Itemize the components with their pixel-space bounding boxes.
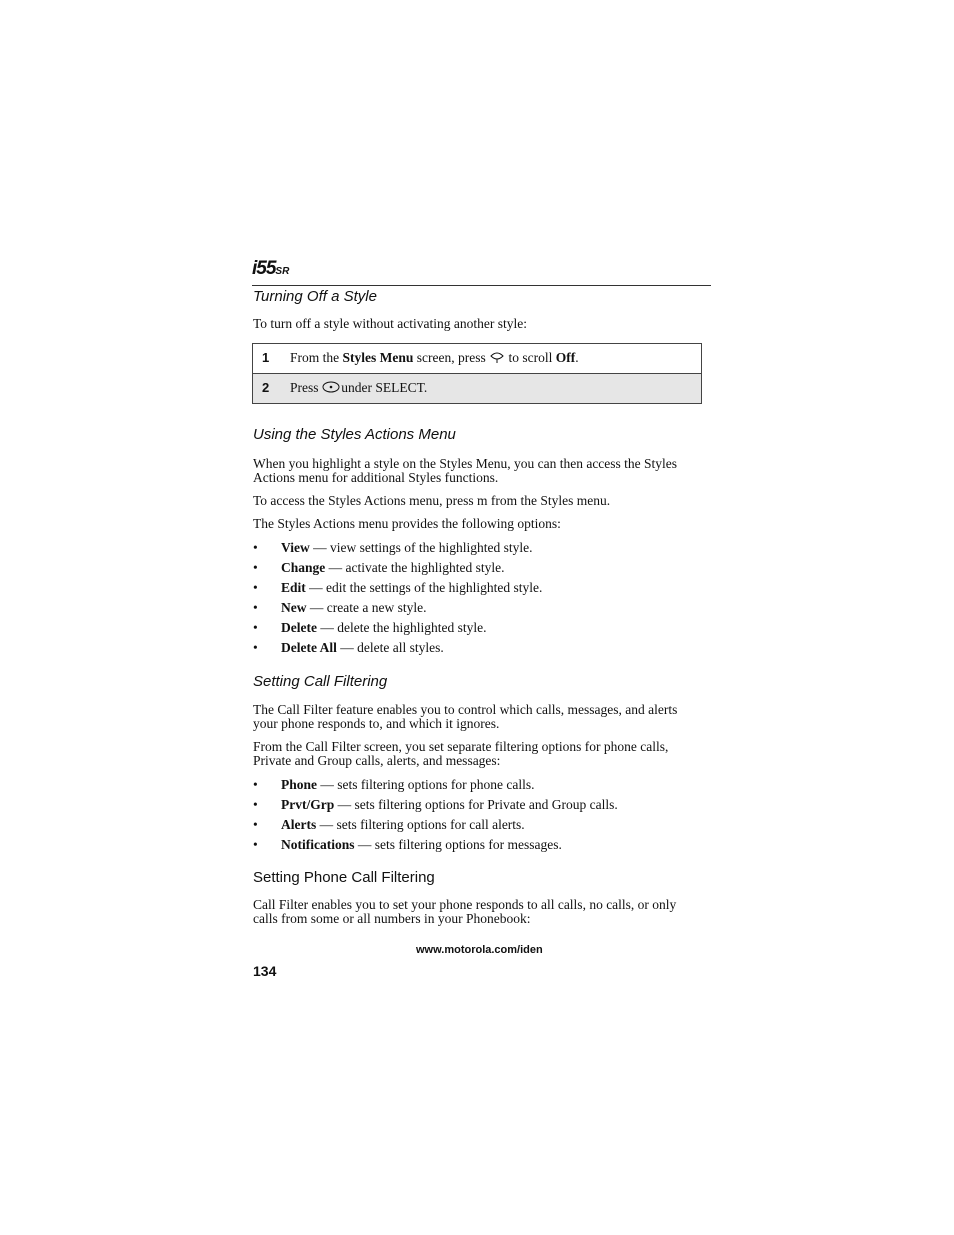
option-term: New bbox=[281, 600, 307, 615]
list-item-text bbox=[281, 580, 542, 596]
bullet: • bbox=[253, 560, 258, 575]
list-item bbox=[253, 837, 703, 857]
option-term: Alerts bbox=[281, 817, 317, 832]
bullet: • bbox=[253, 817, 258, 832]
actions-menu-paragraph-3: The Styles Actions menu provides the following options: bbox=[253, 516, 561, 531]
call-filtering-paragraph-1: The Call Filter feature enables you to control which calls, messages, and alerts your phone responds to, and which it ignores. bbox=[253, 702, 678, 731]
list-item-text bbox=[281, 540, 532, 556]
option-term: View bbox=[281, 540, 310, 555]
logo-sub: SR bbox=[275, 266, 290, 277]
section-title-phone-filtering: Setting Phone Call Filtering bbox=[253, 869, 435, 886]
product-logo bbox=[252, 258, 289, 284]
step-row bbox=[253, 344, 701, 373]
list-item-text bbox=[281, 777, 534, 793]
option-desc: — delete the highlighted style. bbox=[316, 620, 487, 635]
section-title-turning-off: Turning Off a Style bbox=[253, 288, 377, 305]
option-desc: — sets filtering options for messages. bbox=[354, 837, 562, 852]
option-desc: — edit the settings of the highlighted style. bbox=[305, 580, 543, 595]
bullet: • bbox=[253, 797, 258, 812]
option-key-icon bbox=[322, 381, 338, 394]
header-rule bbox=[252, 285, 711, 286]
actions-menu-paragraph-1: When you highlight a style on the Styles Menu, you can then access the Styles Actions menu for additional Styles functions. bbox=[253, 456, 678, 485]
step-text-part: From the bbox=[290, 350, 343, 365]
list-item bbox=[253, 540, 703, 560]
step-text-part: screen, press bbox=[413, 350, 490, 365]
bullet: • bbox=[253, 620, 258, 635]
navigation-key-icon bbox=[489, 351, 505, 364]
option-term: Delete bbox=[281, 620, 317, 635]
bullet: • bbox=[253, 580, 258, 595]
option-desc: — sets filtering options for call alerts. bbox=[316, 817, 525, 832]
list-item bbox=[253, 777, 703, 797]
call-filtering-list bbox=[253, 777, 703, 857]
list-item bbox=[253, 580, 703, 600]
list-item bbox=[253, 817, 703, 837]
page-number: 134 bbox=[253, 963, 277, 979]
list-item bbox=[253, 640, 703, 660]
option-term: Prvt/Grp bbox=[281, 797, 335, 812]
bullet: • bbox=[253, 837, 258, 852]
option-term: Change bbox=[281, 560, 326, 575]
list-item bbox=[253, 797, 703, 817]
footer-url: www.motorola.com/iden bbox=[416, 944, 543, 956]
option-desc: — sets filtering options for Private and Group calls. bbox=[334, 797, 618, 812]
list-item-text bbox=[281, 600, 426, 616]
list-item bbox=[253, 620, 703, 640]
step-text bbox=[290, 350, 579, 366]
step-text-part: under SELECT. bbox=[337, 380, 428, 395]
option-term: Phone bbox=[281, 777, 318, 792]
option-term: Edit bbox=[281, 580, 306, 595]
option-term: Delete All bbox=[281, 640, 337, 655]
step-menu-name: Styles Menu bbox=[342, 350, 414, 365]
option-desc: — activate the highlighted style. bbox=[325, 560, 505, 575]
bullet: • bbox=[253, 640, 258, 655]
option-desc: — delete all styles. bbox=[336, 640, 444, 655]
list-item-text bbox=[281, 837, 562, 853]
list-item bbox=[253, 600, 703, 620]
bullet: • bbox=[253, 600, 258, 615]
phone-filtering-paragraph-1: Call Filter enables you to set your phone responds to all calls, no calls, or only calls from some or all numbers in your Phonebook: bbox=[253, 897, 677, 926]
step-text-part: to scroll bbox=[505, 350, 556, 365]
option-desc: — create a new style. bbox=[306, 600, 427, 615]
option-desc: — sets filtering options for phone calls. bbox=[317, 777, 535, 792]
bullet: • bbox=[253, 777, 258, 792]
step-number: 1 bbox=[262, 350, 270, 365]
option-desc: — view settings of the highlighted style. bbox=[309, 540, 533, 555]
step-number: 2 bbox=[262, 380, 270, 395]
actions-menu-paragraph-2: To access the Styles Actions menu, press m from the Styles menu. bbox=[253, 493, 611, 508]
step-text-part: . bbox=[575, 350, 579, 365]
list-item-text bbox=[281, 620, 486, 636]
option-term: Notifications bbox=[281, 837, 355, 852]
actions-menu-list bbox=[253, 540, 703, 660]
section-title-call-filtering: Setting Call Filtering bbox=[253, 673, 388, 690]
list-item-text bbox=[281, 560, 504, 576]
list-item bbox=[253, 560, 703, 580]
call-filtering-paragraph-2: From the Call Filter screen, you set separate filtering options for phone calls, Private and Group calls, alerts, and messages: bbox=[253, 739, 669, 768]
list-item-text bbox=[281, 640, 444, 656]
step-row bbox=[253, 373, 701, 403]
steps-table bbox=[252, 343, 702, 404]
section-title-actions-menu: Using the Styles Actions Menu bbox=[253, 426, 456, 443]
step-option-name: Off bbox=[555, 350, 576, 365]
turning-off-intro: To turn off a style without activating another style: bbox=[253, 316, 527, 331]
list-item-text bbox=[281, 797, 618, 813]
step-text-part: Press bbox=[290, 380, 322, 395]
list-item-text bbox=[281, 817, 525, 833]
bullet: • bbox=[253, 540, 258, 555]
logo-main: i55 bbox=[252, 258, 276, 279]
step-text bbox=[290, 380, 427, 396]
